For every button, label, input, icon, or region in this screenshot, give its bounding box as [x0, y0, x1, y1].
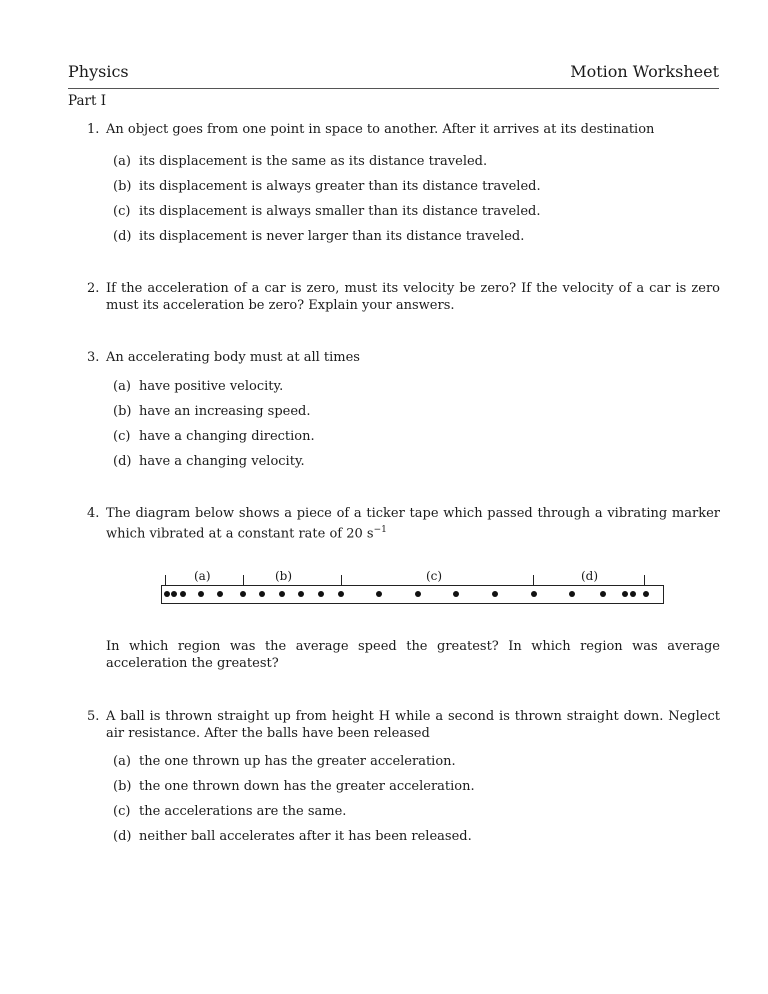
- tape-dot: [217, 591, 223, 597]
- region-label-b: (b): [275, 569, 293, 583]
- option-text: its displacement is always greater than its distance traveled.: [139, 179, 541, 194]
- tape-dot: [622, 591, 628, 597]
- region-label-a: (a): [194, 569, 211, 583]
- question-number: 4.: [87, 506, 100, 521]
- option-5c: [113, 803, 346, 820]
- option-label: (c): [113, 804, 131, 819]
- option-label: (c): [113, 204, 131, 219]
- region-boundary-tick: [165, 575, 166, 585]
- option-text: neither ball accelerates after it has been released.: [139, 829, 472, 844]
- tape-dot: [171, 591, 177, 597]
- option-text: the one thrown up has the greater acceleration.: [139, 754, 456, 769]
- part-heading: Part I: [68, 93, 107, 109]
- option-label: (b): [113, 779, 132, 794]
- region-boundary-tick: [341, 575, 342, 585]
- tape-dot: [531, 591, 537, 597]
- tape-dot: [164, 591, 170, 597]
- question-5: [87, 708, 720, 742]
- region-label-d: (d): [581, 569, 599, 583]
- option-label: (a): [113, 154, 131, 169]
- tape-dot: [259, 591, 265, 597]
- tape-dot: [298, 591, 304, 597]
- question-4: [87, 505, 720, 542]
- worksheet-title: Motion Worksheet: [570, 62, 719, 81]
- option-text: the one thrown down has the greater acceleration.: [139, 779, 475, 794]
- option-5d: [113, 828, 472, 845]
- tape-dot: [600, 591, 606, 597]
- option-text: the accelerations are the same.: [139, 804, 347, 819]
- ticker-tape: [161, 585, 664, 604]
- tape-dot: [569, 591, 575, 597]
- option-1a: [113, 153, 487, 170]
- question-number: 1.: [87, 122, 100, 137]
- option-1d: [113, 228, 524, 245]
- tape-dot: [338, 591, 344, 597]
- question-text-main: The diagram below shows a piece of a ticker tape which passed through a vibrating marker which vibrated at a constant rate of 20 s: [106, 506, 720, 542]
- question-text: A ball is thrown straight up from height H while a second is thrown straight down. Neglect air resistance. After the balls have been released: [106, 709, 720, 741]
- tape-dot: [415, 591, 421, 597]
- question-text: An accelerating body must at all times: [106, 350, 360, 365]
- tape-dot: [376, 591, 382, 597]
- question-1: [87, 121, 720, 138]
- option-text: have positive velocity.: [139, 379, 284, 394]
- option-1b: [113, 178, 541, 195]
- question-2: [87, 280, 720, 314]
- question-text: An object goes from one point in space to another. After it arrives at its destination: [106, 122, 655, 137]
- option-label: (a): [113, 754, 131, 769]
- option-5a: [113, 753, 456, 770]
- option-3d: [113, 453, 305, 470]
- option-text: its displacement is the same as its distance traveled.: [139, 154, 488, 169]
- option-text: its displacement is never larger than its distance traveled.: [139, 229, 525, 244]
- option-label: (b): [113, 179, 132, 194]
- tape-dot: [198, 591, 204, 597]
- question-3: [87, 349, 720, 366]
- option-3c: [113, 428, 315, 445]
- option-label: (c): [113, 429, 131, 444]
- option-3b: [113, 403, 311, 420]
- rate-exponent: −1: [373, 525, 387, 535]
- option-text: its displacement is always smaller than its distance traveled.: [139, 204, 541, 219]
- question-text: If the acceleration of a car is zero, must its velocity be zero? If the velocity of a car is zero must its acceleration be zero? Explain your answers.: [106, 281, 720, 313]
- region-boundary-tick: [243, 575, 244, 585]
- tape-dot: [279, 591, 285, 597]
- option-5b: [113, 778, 475, 795]
- question-number: 3.: [87, 350, 100, 365]
- question-text: In which region was the average speed the greatest? In which region was average acceleration the greatest?: [106, 639, 720, 671]
- question-number: 5.: [87, 709, 100, 724]
- option-label: (d): [113, 829, 132, 844]
- option-text: have a changing velocity.: [139, 454, 305, 469]
- tape-dot: [643, 591, 649, 597]
- region-boundary-tick: [533, 575, 534, 585]
- tape-dot: [240, 591, 246, 597]
- region-label-c: (c): [426, 569, 443, 583]
- option-text: have an increasing speed.: [139, 404, 311, 419]
- question-4-followup: [87, 638, 720, 672]
- tape-dot: [180, 591, 186, 597]
- region-boundary-tick: [644, 575, 645, 585]
- option-label: (d): [113, 229, 132, 244]
- question-text: [106, 505, 720, 542]
- option-label: (b): [113, 404, 132, 419]
- tape-dot: [453, 591, 459, 597]
- tape-dot: [630, 591, 636, 597]
- option-1c: [113, 203, 540, 220]
- option-text: have a changing direction.: [139, 429, 315, 444]
- option-label: (a): [113, 379, 131, 394]
- tape-dot: [318, 591, 324, 597]
- subject-label: Physics: [68, 62, 129, 81]
- option-3a: [113, 378, 283, 395]
- question-number: 2.: [87, 281, 100, 296]
- option-label: (d): [113, 454, 132, 469]
- page-header: [68, 62, 719, 89]
- tape-dot: [492, 591, 498, 597]
